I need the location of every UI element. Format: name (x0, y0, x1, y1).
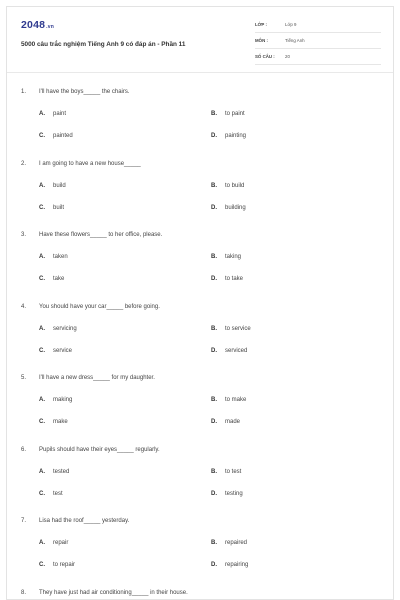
question-item (7, 510, 393, 582)
option-letter: B. (211, 325, 217, 332)
option-text: repairing (225, 562, 249, 568)
option-letter: B. (211, 540, 217, 546)
answer-option[interactable] (39, 491, 63, 497)
option-text: made (225, 419, 241, 425)
question-number: 2. (21, 160, 27, 167)
answer-option[interactable] (211, 397, 246, 403)
answer-option[interactable] (39, 205, 64, 211)
worksheet-page (6, 6, 394, 600)
answer-option[interactable] (39, 133, 73, 139)
option-letter: A. (39, 325, 45, 332)
option-letter: A. (39, 468, 45, 475)
answer-option[interactable] (211, 540, 247, 546)
option-letter: D. (211, 204, 217, 211)
answer-option[interactable] (211, 562, 248, 568)
answer-option[interactable] (211, 111, 245, 117)
meta-info (255, 19, 381, 65)
option-text: servicing (53, 325, 77, 332)
answer-option[interactable] (39, 469, 69, 475)
answer-option[interactable] (211, 491, 243, 497)
answer-option[interactable] (39, 419, 68, 425)
question-number: 6. (21, 446, 27, 453)
option-text: to make (225, 397, 247, 403)
question-item (7, 367, 393, 439)
option-text: make (53, 419, 68, 425)
option-text: serviced (225, 347, 248, 354)
option-text: repaired (225, 540, 248, 546)
question-item (7, 224, 393, 296)
answer-option[interactable] (211, 254, 241, 260)
answer-option[interactable] (39, 111, 66, 117)
meta-value: Tiếng Anh (285, 38, 305, 43)
answer-option[interactable] (39, 254, 68, 260)
question-text: Have these flowers_____ to her office, please. (39, 232, 163, 238)
option-text: tested (53, 468, 70, 475)
option-letter: B. (211, 254, 217, 260)
answer-option[interactable] (39, 276, 64, 282)
question-item (7, 439, 393, 511)
answer-option[interactable] (39, 326, 77, 332)
option-letter: D. (211, 419, 217, 425)
question-text: I am going to have a new house_____ (39, 160, 141, 167)
option-text: taking (225, 254, 242, 260)
option-letter: C. (39, 419, 45, 425)
option-text: to test (225, 468, 242, 475)
question-text: I'll have a new dress_____ for my daughter. (39, 375, 155, 381)
question-item (7, 81, 393, 153)
option-letter: A. (39, 540, 45, 546)
option-letter: A. (39, 182, 45, 189)
option-text: build (53, 182, 66, 189)
question-text: Pupils should have their eyes_____ regularly. (39, 446, 160, 453)
answer-option[interactable] (211, 183, 244, 189)
answer-option[interactable] (211, 469, 241, 475)
answer-option[interactable] (211, 276, 243, 282)
meta-row-count (255, 51, 381, 65)
meta-value: 20 (285, 54, 290, 59)
option-letter: C. (39, 347, 45, 354)
meta-row-class (255, 19, 381, 33)
option-letter: C. (39, 490, 45, 497)
question-text: They have just had air conditioning_____ in their house. (39, 589, 188, 596)
question-number: 1. (21, 89, 27, 95)
meta-row-subject (255, 35, 381, 49)
question-item (7, 153, 393, 225)
option-letter: C. (39, 204, 45, 211)
option-letter: D. (211, 490, 217, 497)
question-text: I'll have the boys_____ the chairs. (39, 89, 130, 95)
option-text: repair (53, 540, 69, 546)
answer-option[interactable] (211, 133, 246, 139)
option-letter: A. (39, 254, 45, 260)
option-letter: C. (39, 276, 45, 282)
option-text: to take (225, 276, 244, 282)
question-number: 5. (21, 375, 27, 381)
answer-option[interactable] (211, 419, 240, 425)
meta-label: MÔN : (255, 38, 268, 43)
option-text: service (53, 347, 73, 354)
question-number: 4. (21, 303, 27, 310)
question-text: You should have your car_____ before going. (39, 303, 160, 310)
option-letter: B. (211, 468, 217, 475)
worksheet-header (7, 7, 393, 73)
option-letter: D. (211, 276, 217, 282)
answer-option[interactable] (211, 326, 251, 332)
option-letter: D. (211, 347, 217, 354)
option-text: testing (225, 490, 243, 497)
option-text: taken (53, 254, 68, 260)
option-letter: B. (211, 397, 217, 403)
option-letter: C. (39, 133, 45, 139)
option-text: building (225, 204, 246, 211)
option-text: to build (225, 182, 245, 189)
option-text: paint (53, 111, 67, 117)
option-text: test (53, 490, 63, 497)
question-item (7, 296, 393, 368)
meta-value: Lớp 9 (285, 22, 297, 27)
option-text: take (53, 276, 65, 282)
meta-label: SỐ CÂU : (255, 54, 275, 59)
meta-label: LỚP : (255, 22, 267, 27)
answer-option[interactable] (211, 205, 246, 211)
option-letter: C. (39, 562, 45, 568)
answer-option[interactable] (39, 183, 66, 189)
answer-option[interactable] (39, 540, 68, 546)
option-text: painting (225, 133, 247, 139)
option-text: making (53, 397, 73, 403)
document-title: 5000 câu trắc nghiệm Tiếng Anh 9 có đáp án - Phần 11 (21, 41, 186, 48)
option-letter: D. (211, 562, 217, 568)
question-number: 8. (21, 589, 27, 596)
option-text: built (53, 204, 65, 211)
option-text: to paint (225, 111, 245, 117)
question-text: Lisa had the roof_____ yesterday. (39, 518, 130, 524)
site-logo[interactable] (21, 19, 54, 31)
option-text: to service (225, 325, 251, 332)
logo-text: 2048 (21, 19, 46, 31)
option-letter: A. (39, 397, 45, 403)
answer-option[interactable] (211, 348, 247, 354)
option-letter: B. (211, 182, 217, 189)
option-letter: A. (39, 111, 45, 117)
option-letter: D. (211, 133, 217, 139)
answer-option[interactable] (39, 562, 75, 568)
answer-option[interactable] (39, 348, 72, 354)
option-letter: B. (211, 111, 217, 117)
option-text: to repair (53, 562, 76, 568)
question-number: 7. (21, 518, 27, 524)
option-text: painted (53, 133, 73, 139)
question-list (7, 81, 393, 600)
question-item (7, 582, 393, 600)
question-number: 3. (21, 232, 27, 238)
logo-suffix: .vn (46, 24, 54, 30)
answer-option[interactable] (39, 397, 72, 403)
